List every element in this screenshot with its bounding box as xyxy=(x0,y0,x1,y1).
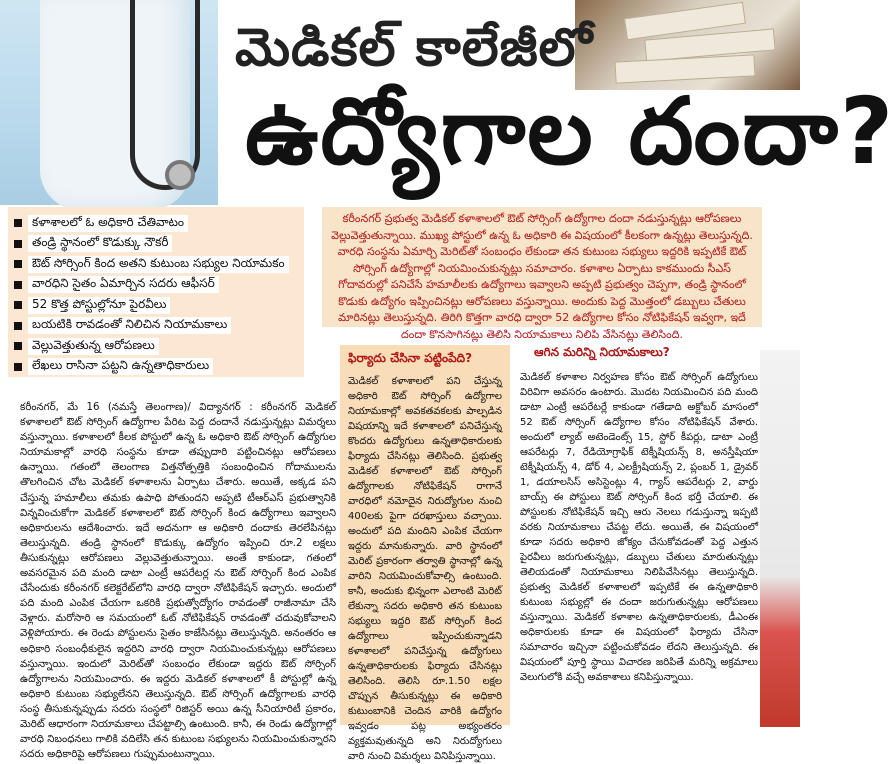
stopped-appointments-column xyxy=(520,345,758,725)
highlight-item: వారధిని సైతం ఏమార్చిన సదరు ఆఫీసర్ xyxy=(14,275,298,296)
highlight-item: బయటికి రావడంతో నిలిచిన నియామకాలు xyxy=(14,316,298,337)
main-article-text: కరీంనగర్, మే 16 (నమస్తే తెలంగాణ)/ విద్యానగర్ : కరీంనగర్ మెడికల్ కళాశాలలో ఔట్ సోర్సింగ్ ఉద్యోగాల పేరిట పెద్ద దందానే నడుస్తున్నట్లు విమర్శలు వస్తున్నాయి. కళాశాలలో కీలక పోస్టులో ఉన్న ఓ అధికారి ఔట్ సోర్సింగ్ ఉద్యోగుల నియామకాల్లో వారధి సంస్థను కూడా తప్పుదారి పట్టించినట్లు ఆరోపణలు ఉన్నాయి. గతంలో తెలంగాణ విత్తనోత్పత్తికి సంబంధించిన గోదాములను తొలగించిన చోట మెడికల్ కళాశాలను ఏర్పాటు చేశారు. అయితే, అక్కడ పని చేస్తున్న హమాలీలు తమకు ఉపాధి పోతుందని అప్పటి టీఆర్ఎస్ ప్రభుత్వానికి విన్నవించుకోగా మెడికల్ కళాశాలలో ఔట్ సోర్సింగ్ కింద ఉద్యోగాలు ఇవ్వాలని అధికారులను ఆదేశించారు. ఇదే అదనుగా ఆ అధికారి దందాకు తెరలేపినట్లు తెలుస్తున్నది. తండ్రి స్థానంలో కొడుక్కు ఉద్యోగం ఇప్పించి రూ.2 లక్షలు తీసుకున్నట్లు ఆరోపణలు వెల్లువెత్తుతున్నాయి. అంతే కాకుండా, గతంలో అవసరమైన పది మంది డాటా ఎంట్రీ ఆపరేటర్ల ను ఔట్ సోర్సింగ్ కింద ఎంపిక చేసేందుకు కరీంనగర్ కలెక్టరేట్‌లోని వారధి ద్వారా నోటిఫికేషన్ ఇచ్చారు. అందులో పది మంది ఎంపిక చేయగా ఒకరికి ప్రభుత్వోద్యోగం రావడంతో రాజీనామా చేసి వెళ్లారు. మరోసారి ఆ సమయంలో ఓట్ నోటిఫికేషన్ రావడంతో చదువుకోవాలని వెళ్లిపోయారు. ఈ రెండు పోస్టులను సైతం కాజేసినట్లు తెలుస్తున్నది. అనంతరం ఆ అధికారి సంబంధీకులైన ఇద్దరిని వారధి ద్వారా నియమించుకున్నట్లు ఆరోపణలు వస్తున్నాయి. ఇందులో మెరిట్‌తో సంబంధం లేకుండా ఇద్దరు ఔట్ సోర్సింగ్ ఉద్యోగాలను నియమించారు. ఈ ఇద్దరు మెడికల్ కళాశాలలో కీ పోస్టుల్లో ఉన్న అధికారి కుటుంబ సభ్యులేనని తెలుస్తున్నది. ఔట్ సోర్సింగ్ ఉద్యోగాలకు వారధి సంస్థ తీసుకున్నప్పుడు సదరు సంస్థలో రిజిస్టర్ అయి ఉన్న సీనియారిటీ ప్రకారం, మెరిట్ ఆధారంగా నియామకాలు చేపట్టాల్సి ఉంటుంది. కానీ, ఈ రెండు ఉద్యోగాల్లో వారధి నిబంధనలు గాలికి వదిలేసి తన కుటుంబ సభ్యులను నియమించుకున్నారని సదరు అధికారిపై ఆరోపణలు గుప్పుమంటున్నాయి. xyxy=(20,402,336,761)
money-photo xyxy=(575,0,800,90)
highlight-item: లేఖలు రాసినా పట్టని ఉన్నతాధికారులు xyxy=(14,357,298,378)
complaint-text: మెడికల్ కళాశాలలో పని చేస్తున్న అధికారి ఔట్ సోర్సింగ్ ఉద్యోగాల నియామకాల్లో అవకతవకలకు పాల్పడిన విషయాన్ని ఇదే కళాశాలలో పనిచేస్తున్న కొందరు ఉద్యోగులు ఉన్నతాధికారులకు ఫిర్యాదు చేసినట్లు తెలిసింది. ప్రభుత్వ మెడికల్ కళాశాలలో ఔట్ సోర్సింగ్ ఉద్యోగాలకు నోటిఫికేషన్ రాగానే వారధిలో నమోదైన నిరుద్యోగుల నుంచి 400లకు పైగా దరఖాస్తులు వచ్చాయి. అందులో పది మందిని ఎంపిక చేయగా ఇద్దరు మానుకున్నారు. వారి స్థానంలో మెరిట్ ప్రకారంగా తర్వాతి స్థానాల్లో ఉన్న వారిని నియమించుకోవాల్సి ఉంటుంది. కానీ, అందుకు భిన్నంగా ఎలాంటి మెరిట్ లేకున్నా సదరు అధికారి తన కుటుంబ సభ్యులు ఇద్దరి ఔట్ సోర్సింగ్ కింద ఉద్యోగాలు ఇప్పించుకున్నాడని కళాశాలలో పనిచేస్తున్న ఉద్యోగులు ఉన్నతాధికారులకు ఫిర్యాదు చేసినట్లు తెలిసింది. తెలిసి రూ.1.50 లక్షల చొప్పున తీసుకున్నట్లు ఈ అధికారి కుటుంబానికి చెందిన వారికి ఉద్యోగం ఇవ్వడం పట్ల అభ్యంతరం వ్యక్తమవుతున్నది అని నిరుద్యోగులు వారి నుంచి విమర్శలు వినిపిస్తున్నాయి. xyxy=(348,376,502,762)
main-article-column xyxy=(20,400,336,761)
stethoscope-graphic xyxy=(130,0,200,190)
highlight-item: వెల్లువెత్తుతున్న ఆరోపణలు xyxy=(14,336,298,357)
headline-line-1: మెడికల్ కాలేజీలో xyxy=(235,18,594,78)
doctor-photo xyxy=(0,0,218,205)
intro-box xyxy=(322,207,762,341)
highlight-item: తండ్రి స్థానంలో కొడుక్కు నౌకరీ xyxy=(14,234,298,255)
bullet-square-icon xyxy=(14,219,22,227)
highlight-item: ఔట్ సోర్సింగ్ కింద అతని కుటుంబ సభ్యుల నియామకం xyxy=(14,254,298,275)
bullet-square-icon xyxy=(14,363,22,371)
highlights-box xyxy=(8,207,304,377)
protest-photo xyxy=(760,350,800,727)
highlight-item: 52 కొత్త పోస్టుల్లోనూ పైరవీలు xyxy=(14,295,298,316)
bullet-square-icon xyxy=(14,322,22,330)
bullet-square-icon xyxy=(14,301,22,309)
stopped-title: ఆగిన మరిన్ని నియామకాలు? xyxy=(534,345,670,359)
bullet-square-icon xyxy=(14,260,22,268)
intro-text: కరీంనగర్ ప్రభుత్వ మెడికల్ కళాశాలలో ఔట్ సోర్సింగ్ ఉద్యోగాల దందా నడుస్తున్నట్లు ఆరోపణలు వెల్లువెత్తుతున్నాయి. ముఖ్య పోస్టులో ఉన్న ఓ అధికారి ఈ విషయంలో కీలకంగా ఉన్నట్లు తెలుస్తున్నది. వారధి సంస్థను ఏమార్చి మెరిట్‌తో సంబంధం లేకుండా తన కుటుంబ సభ్యులు ఇద్దరికి ఇప్పటికే ఔట్ సోర్సింగ్ ఉద్యోగాల్లో నియమించుకున్నట్లు సమాచారం. కళాశాల ఏర్పాటు కాకముందు సీఎస్ గోదావరుల్లో పనిచేసే హమాలీలకు ఉద్యోగాలు ఇవ్వాలని అప్పటి ప్రభుత్వం చెప్పగా, తండ్రి స్థానంలో కొడుకు ఉద్యోగం ఇప్పించినట్లు ఆరోపణలు వస్తున్నాయి. అందుకు పెద్ద మొత్తంలో డబ్బులు చేతులు మారినట్లు తెలుస్తున్నది. తిరిగి కొత్తగా వారధి ద్వారా 52 ఉద్యోగాల కోసం నోటిఫికేషన్ ఇవ్వగా, ఇదే దందా కొనసాగినట్లు తెలిసి నియామకాలు నిలిపి వేసినట్లు తెలిసింది. xyxy=(331,212,753,341)
bullet-square-icon xyxy=(14,281,22,289)
bullet-square-icon xyxy=(14,240,22,248)
bullet-square-icon xyxy=(14,342,22,350)
headline-line-2: ఉద్యోగాల దందా? xyxy=(245,78,895,185)
stethoscope-head-graphic xyxy=(165,160,195,190)
stopped-text: మెడికల్ కళాశాల నిర్వహణ కోసం ఔట్ సోర్సింగ్ ఉద్యోగులు విరివిగా అవసరం ఉంటారు. మొదట నియమించిన పది మంది డాటా ఎంట్రీ ఆపరేటర్లే కాకుండా గతేడాది అక్టోబర్ మాసంలో 52 ఔట్ సోర్సింగ్ ఉద్యోగాల కోసం నోటిఫికేషన్ వేశారు. అందులో ల్యాబ్ అటెండెంట్స్ 15, స్టోర్ కీపర్లు, డాటా ఎంట్రీ ఆపరేటర్లు 7, రేడియోగ్రాఫిక్ టెక్నీషియన్స్ 8, అనస్తీషియా టెక్నీషియన్స్ 4, డోర్ 4, ఎలక్ట్రీషియన్స్ 2, ప్లంబర్ 1, డ్రైవర్ 1, డయాలసిస్ అసిస్టెంట్లు 4, గ్యాస్ ఆపరేటర్లు 2, వార్డు బాయ్స్ ఈ పోస్టులు ఔట్ సోర్సింగ్ కింద భర్తీ చేయాలి. ఈ పోస్టులకు నోటిఫికేషన్ ఇచ్చి ఆరు నెలలు గడుస్తున్నా ఇప్పటి వరకు నియామకాలు చేపట్ట లేదు. అయితే, ఈ విషయంలో కూడా సదరు అధికారి జోక్యం చేసుకోవడంతో పెద్ద ఎత్తున పైరవీలు జరుగుతున్నట్లు, డబ్బులు చేతులు మారుతున్నట్లు తెలియడంతో నియామకాలు నిలిపివేసినట్లు తెలుస్తున్నది. ప్రభుత్వ మెడికల్ కళాశాలలో ఇప్పటికే ఈ ఉన్నతాధికారి కుటుంబ సభ్యుల్లో ఈ దందా జరుగుతున్నట్లు ఆరోపణలు వస్తున్నాయి. మెడికల్ కళాశాల ఉన్నతాధికారులకు, డీఎంఈ అధికారులకు కూడా ఈ విషయంలో ఫిర్యాదు చేసినా సమాచారం ఇచ్చినా పట్టించుకోవడం లేదని తెలుస్తున్నది. ఈ విషయంలో పూర్తి స్థాయి విచారణ జరిపితే మరిన్ని అక్రమాలు వెలుగులోకి వచ్చే అవకాశాలు కనిపిస్తున్నాయి. xyxy=(520,372,758,683)
highlight-item: కళాశాలలో ఓ అధికారి చేతివాటం xyxy=(14,213,298,234)
complaint-title: ఫిర్యాదు చేసినా పట్టింపేది? xyxy=(348,351,473,365)
complaint-sidebar xyxy=(340,345,510,762)
